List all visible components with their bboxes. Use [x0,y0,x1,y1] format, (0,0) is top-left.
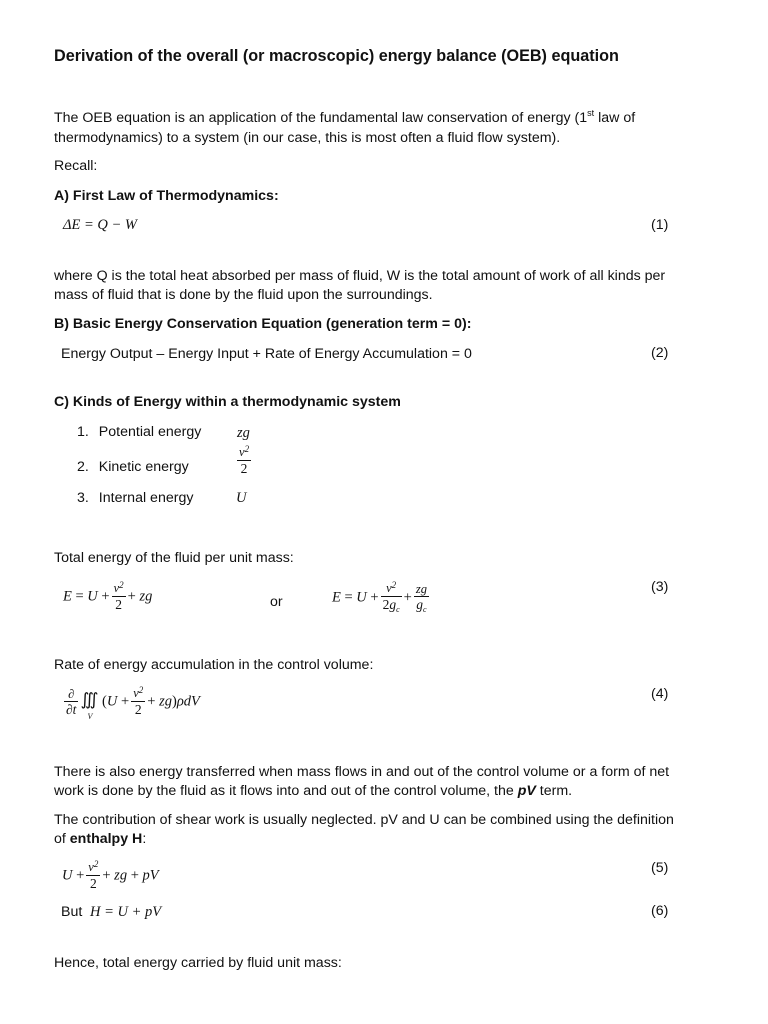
list-num: 3. [77,490,89,506]
equation-2: Energy Output – Energy Input + Rate of Energy Accumulation = 0 [61,346,472,362]
intro-paragraph [54,109,635,148]
list-label: Internal energy [98,490,194,506]
intro-line1-b: law of [594,110,636,126]
explain-line2: mass of fluid that is done by the fluid upon the surroundings. [54,287,433,303]
section-a-explanation [54,267,665,305]
internal-energy-expr: U [236,490,247,506]
section-c-heading: C) Kinds of Energy within a thermodynamic system [54,394,401,410]
but-text: But [61,904,83,920]
equation-3b: E = U + $\frac{v^2}{2g_c}$ + $\frac{zg}{g_c}$ [332,580,427,614]
list-num: 1. [77,424,89,440]
equation-2-number: (2) [651,345,669,361]
intro-line2: thermodynamics) to a system (in our case, this is most often a fluid flow system). [54,130,561,146]
list-label: Potential energy [98,424,202,440]
list-item-potential [77,423,201,442]
accumulation-label: Rate of energy accumulation in the control volume: [54,657,374,673]
equation-6: H = U + pV [90,904,162,920]
equation-4: $\frac{\partial}{\partial t}$ ∭ V (U + $\frac{v^2}{2}$ + zg)ρdV [66,685,200,722]
kinetic-energy-expr: $\frac{v^2}{2}$ [239,444,250,476]
intro-line1-a: The OEB equation is an application of the fundamental law conservation of energy (1 [54,110,588,126]
total-energy-label: Total energy of the fluid per unit mass: [54,550,294,566]
shear-paragraph: The contribution of shear work is usually neglected. pV and U can be combined using the definition of enthalpy H: [54,812,674,847]
equation-4-number: (4) [651,686,669,702]
equation-1-number: (1) [651,217,669,233]
equation-1: ΔE = Q − W [63,217,137,233]
pv-paragraph: There is also energy transferred when mass flows in and out of the control volume or a form of net work is done by the fluid as it flows into and out of the control volume, the pV term. [54,764,670,799]
list-num: 2. [77,459,89,475]
explain-line1: where Q is the total heat absorbed per mass of fluid, W is the total amount of work of all kinds per [54,268,666,284]
or-text: or [270,594,283,610]
intro-superscript: st [587,108,595,118]
list-item-internal [77,489,193,508]
equation-5: U + $\frac{v^2}{2}$ + zg + pV [62,859,159,891]
section-a-heading: A) First Law of Thermodynamics: [54,188,279,204]
list-item-kinetic [77,458,189,477]
equation-3a: E = U + $\frac{v^2}{2}$ + zg [63,580,153,612]
potential-energy-expr: zg [237,425,250,441]
section-b-heading: B) Basic Energy Conservation Equation (generation term = 0): [54,316,472,332]
hence-text: Hence, total energy carried by fluid unit mass: [54,955,342,971]
equation-5-number: (5) [651,860,669,876]
page-title: Derivation of the overall (or macroscopic) energy balance (OEB) equation [54,47,619,65]
list-label: Kinetic energy [98,459,189,475]
equation-3-number: (3) [651,579,669,595]
equation-6-number: (6) [651,903,669,919]
recall-text: Recall: [54,158,98,174]
